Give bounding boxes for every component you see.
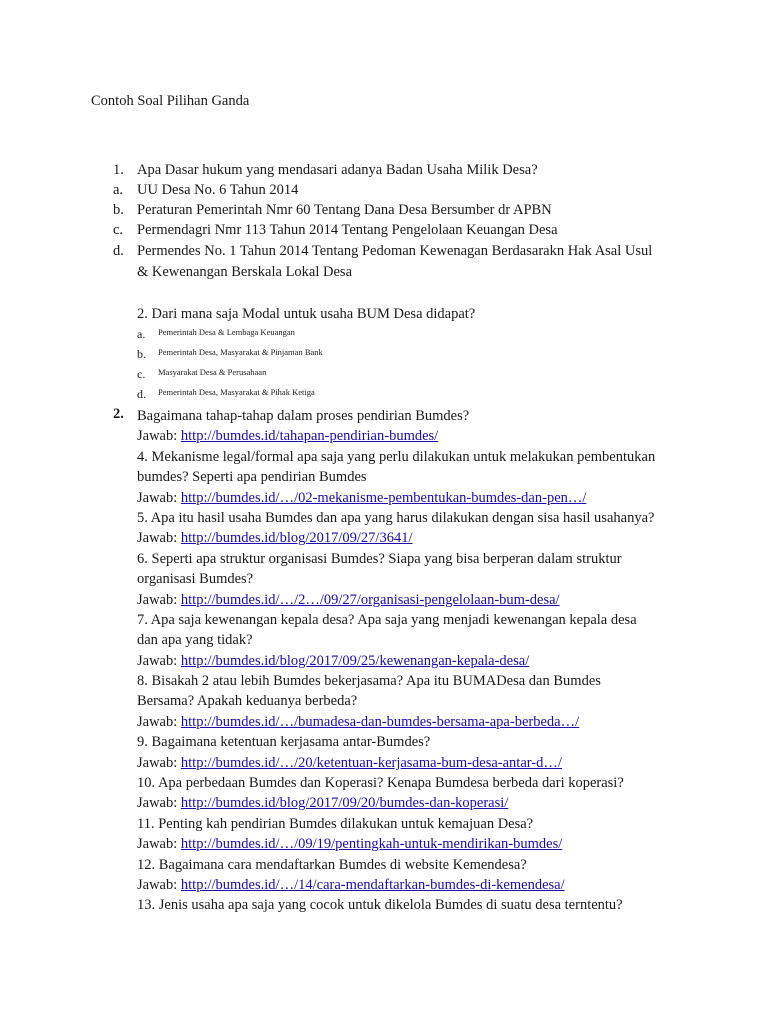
answer-link[interactable]: http://bumdes.id/tahapan-pendirian-bumdes/ <box>180 428 439 445</box>
answer-link[interactable]: http://bumdes.id/blog/2017/09/20/bumdes-dan-koperasi/ <box>180 795 509 812</box>
option-marker: d. <box>113 243 124 259</box>
option-text: Pemerintah Desa & Lembaga Keuangan <box>158 327 295 337</box>
option-marker: a. <box>137 327 146 341</box>
document-title: Contoh Soal Pilihan Ganda <box>91 93 250 109</box>
question-text: 2. Dari mana saja Modal untuk usaha BUM Desa didapat? <box>137 306 476 322</box>
faq-answer: Jawab: http://bumdes.id/…/bumadesa-dan-bumdes-bersama-apa-berbeda…/ <box>137 713 580 730</box>
faq-question: Bersama? Apakah keduanya berbeda? <box>137 693 358 710</box>
answer-link[interactable]: http://bumdes.id/…/14/cara-mendaftarkan-bumdes-di-kemendesa/ <box>180 876 565 893</box>
faq-question: 13. Jenis usaha apa saja yang cocok untuk dikelola Bumdes di suatu desa terntentu? <box>137 897 623 914</box>
option-text: Masyarakat Desa & Perusahaan <box>158 367 267 377</box>
faq-answer: Jawab: http://bumdes.id/…/02-mekanisme-pembentukan-bumdes-dan-pen…/ <box>137 489 587 506</box>
option-text: & Kewenangan Berskala Lokal Desa <box>137 264 353 280</box>
faq-question: 5. Apa itu hasil usaha Bumdes dan apa yang harus dilakukan dengan sisa hasil usahanya? <box>137 509 655 526</box>
answer-link[interactable]: http://bumdes.id/blog/2017/09/27/3641/ <box>180 530 413 547</box>
faq-question: 7. Apa saja kewenangan kepala desa? Apa saja yang menjadi kewenangan kepala desa <box>137 611 637 628</box>
option-marker: c. <box>137 367 146 381</box>
faq-question: organisasi Bumdes? <box>137 571 254 588</box>
option-marker: d. <box>137 387 146 401</box>
faq-question: 9. Bagaimana ketentuan kerjasama antar-Bumdes? <box>137 734 431 751</box>
option-text: Peraturan Pemerintah Nmr 60 Tentang Dana Desa Bersumber dr APBN <box>137 202 552 218</box>
question-number: 1. <box>113 162 124 178</box>
faq-question: 11. Penting kah pendirian Bumdes dilakukan untuk kemajuan Desa? <box>137 815 534 832</box>
option-text: Pemerintah Desa, Masyarakat & Pihak Ketiga <box>158 387 315 397</box>
faq-question: Bagaimana tahap-tahap dalam proses pendirian Bumdes? <box>137 408 470 424</box>
question-text: Apa Dasar hukum yang mendasari adanya Badan Usaha Milik Desa? <box>137 162 538 178</box>
faq-question: 10. Apa perbedaan Bumdes dan Koperasi? Kenapa Bumdesa berbeda dari koperasi? <box>137 775 624 792</box>
faq-answer: Jawab: http://bumdes.id/…/20/ketentuan-kerjasama-bum-desa-antar-d…/ <box>137 754 562 771</box>
faq-answer: Jawab: http://bumdes.id/blog/2017/09/20/bumdes-dan-koperasi/ <box>137 795 509 812</box>
faq-answer: Jawab: http://bumdes.id/…/14/cara-mendaftarkan-bumdes-di-kemendesa/ <box>137 876 565 893</box>
answer-link[interactable]: http://bumdes.id/…/20/ketentuan-kerjasama-bum-desa-antar-d…/ <box>180 754 562 771</box>
option-marker: a. <box>113 182 124 198</box>
answer-link[interactable]: http://bumdes.id/…/02-mekanisme-pembentukan-bumdes-dan-pen…/ <box>180 489 587 506</box>
faq-question: 6. Seperti apa struktur organisasi Bumdes? Siapa yang bisa berperan dalam struktur <box>137 550 622 567</box>
faq-answer: Jawab: http://bumdes.id/…/09/19/pentingkah-untuk-mendirikan-bumdes/ <box>137 836 563 853</box>
answer-link[interactable]: http://bumdes.id/…/bumadesa-dan-bumdes-bersama-apa-berbeda…/ <box>180 713 580 730</box>
option-text: Pemerintah Desa, Masyarakat & Pinjaman Bank <box>158 347 323 357</box>
list-number: 2. <box>113 406 124 422</box>
faq-question: 8. Bisakah 2 atau lebih Bumdes bekerjasama? Apa itu BUMADesa dan Bumdes <box>137 673 601 690</box>
faq-list <box>137 406 697 916</box>
faq-question: bumdes? Seperti apa pendirian Bumdes <box>137 469 367 486</box>
option-marker: b. <box>113 202 124 218</box>
option-text: Permendagri Nmr 113 Tahun 2014 Tentang Pengelolaan Keuangan Desa <box>137 222 558 238</box>
option-text: UU Desa No. 6 Tahun 2014 <box>137 182 299 198</box>
faq-answer: Jawab: http://bumdes.id/tahapan-pendirian-bumdes/ <box>137 428 439 445</box>
faq-answer: Jawab: http://bumdes.id/blog/2017/09/27/3641/ <box>137 530 413 547</box>
faq-question: 4. Mekanisme legal/formal apa saja yang perlu dilakukan untuk melakukan pembentukan <box>137 448 656 465</box>
faq-answer: Jawab: http://bumdes.id/…/2…/09/27/organisasi-pengelolaan-bum-desa/ <box>137 591 560 608</box>
faq-question: 12. Bagaimana cara mendaftarkan Bumdes di website Kemendesa? <box>137 856 527 873</box>
faq-question: dan apa yang tidak? <box>137 632 253 649</box>
option-text: Permendes No. 1 Tahun 2014 Tentang Pedoman Kewenagan Berdasarakn Hak Asal Usul <box>137 243 653 259</box>
option-marker: c. <box>113 222 124 238</box>
faq-answer: Jawab: http://bumdes.id/blog/2017/09/25/kewenangan-kepala-desa/ <box>137 652 530 669</box>
answer-link[interactable]: http://bumdes.id/…/2…/09/27/organisasi-pengelolaan-bum-desa/ <box>180 591 560 608</box>
answer-link[interactable]: http://bumdes.id/…/09/19/pentingkah-untuk-mendirikan-bumdes/ <box>180 836 563 853</box>
option-marker: b. <box>137 347 146 361</box>
answer-link[interactable]: http://bumdes.id/blog/2017/09/25/kewenangan-kepala-desa/ <box>180 652 530 669</box>
